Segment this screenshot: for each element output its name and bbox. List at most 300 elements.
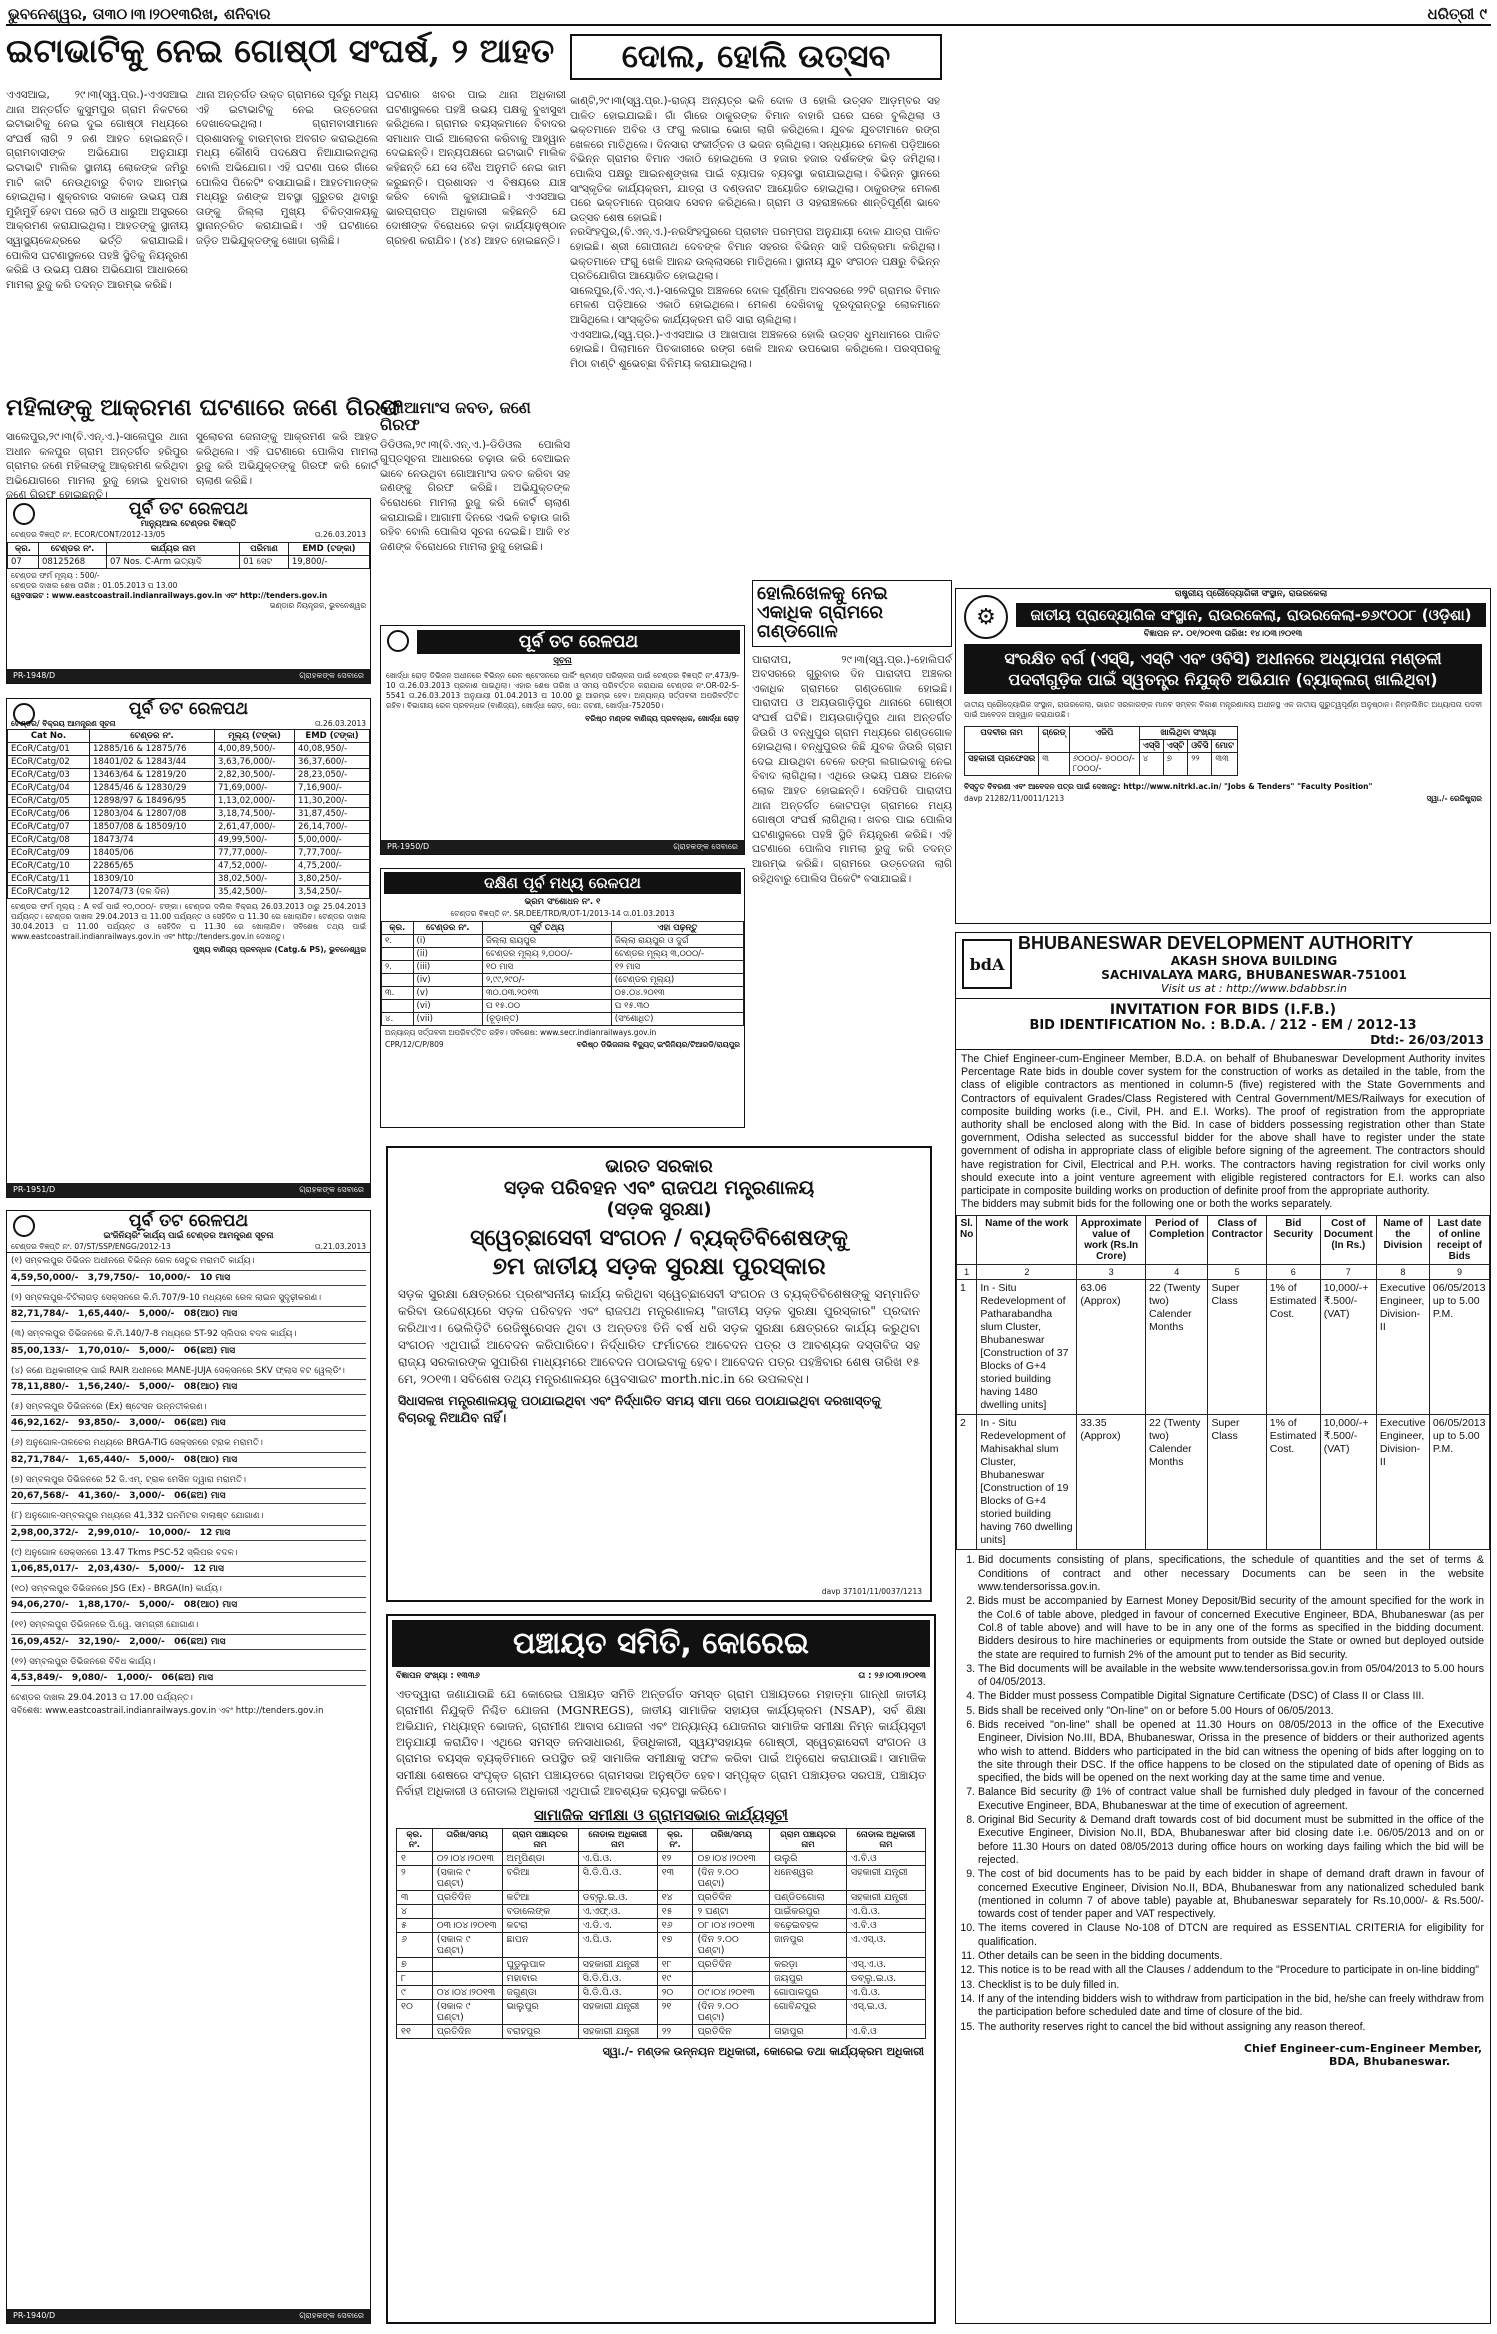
cell: 1,13,02,000/- (215, 794, 295, 807)
cell: (v) (413, 986, 482, 999)
cell: 49,99,500/- (215, 833, 295, 846)
table-row (397, 1957, 926, 1971)
cell: ଏସ୍.ଇ.ଓ. (846, 1999, 925, 2024)
cell: 5,00,000/- (295, 833, 370, 846)
cell: 2 (957, 1415, 977, 1550)
cell: ୬ (397, 1932, 433, 1957)
cell: 22865/65 (89, 859, 214, 872)
panchayat-subtitle: ସାମାଜିକ ସମୀକ୍ଷା ଓ ଗ୍ରାମସଭାର କାର୍ଯ୍ୟସୂଚୀ (533, 1805, 789, 1824)
ecor-work-line: 2,98,00,372/- 2,99,010/- 10,000/- 12 ମାସ (11, 1525, 366, 1541)
cell: (vii) (413, 1012, 482, 1025)
story-holi-clash (752, 580, 956, 1130)
col-header: Approximate value of work (Rs.In Crore) (1077, 1216, 1146, 1265)
col-number: 4 (1146, 1265, 1208, 1280)
cell: 19,800/- (288, 556, 369, 569)
cell: ଘ ୧୫.୩୦ (611, 999, 743, 1012)
col-header: ଓବିସି (1188, 740, 1212, 753)
cell: (ସଂଶୋଧିତ) (611, 1012, 743, 1025)
cell: ECoR/Catg/08 (8, 833, 90, 846)
ecor-line: ୱେବସାଇଟ : www.eastcoastrail.indianrailways.gov.in ଏବଂ http://tenders.gov.in (11, 591, 328, 601)
cell: 77,77,000/- (215, 846, 295, 859)
table-row (382, 934, 744, 947)
ecor-code: PR-1950/D (387, 842, 430, 851)
cell: ୩ (397, 1890, 433, 1904)
cell: 12074/73 (ଦଳ ଦିନ) (89, 885, 214, 898)
cell: ଏସ୍.ଏ.ଓ. (846, 1957, 925, 1971)
bda-note: 6. Bids received "on-line" shall be opened at 11.30 Hours on 08/05/2013 in the office of the Executive Engineer, Division No.III, BDA, Bhubaneswar, Orissa in the presence of bidders or their authorized agents who wish to attend. Bidders who participated in the bid can witness the opening of bids after logging on to the site through their DSC. If the office happens to be closed on the stipulated date of opening of Bids as specified, the bids will be opened on the next working day at the same time and venue. (978, 1719, 1484, 1785)
cell: ଜିଲ୍ଲା ରାୟପୁର (482, 934, 611, 947)
ecor-manual-table (7, 542, 370, 569)
bda-works-table (956, 1215, 1490, 1550)
cell: 18309/10 (89, 872, 214, 885)
ecor-work-line: 4,59,50,000/- 3,79,750/- 10,000/- 10 ମାସ (11, 1270, 366, 1286)
cell: (iv) (413, 973, 482, 986)
table-row (965, 753, 1238, 776)
cell: (ଦିନ ୨.୦୦ ଘଣ୍ଟା) (693, 1932, 770, 1957)
bda-date: Dtd:- 26/03/2013 (1370, 1033, 1484, 1047)
ecor-work-line: ଟେଣ୍ଡର ଦାଖଲ 29.04.2013 ଘ 17.00 ପର୍ଯ୍ୟନ୍ତ। (11, 1693, 193, 1704)
cell: ୨୧ (657, 1999, 693, 2024)
cell: ଟେଣ୍ଡର ମୂଲ୍ୟ ୨,୦୦୦/- (482, 947, 611, 960)
cell: Super Class (1208, 1280, 1266, 1415)
nitr-code: davp 21282/11/0011/1213 (964, 794, 1065, 803)
cell: ୩ (1039, 753, 1070, 776)
col-number-row (957, 1265, 1490, 1280)
cell: (ଟେଣ୍ଡର ମୂଲ୍ୟ) (611, 973, 743, 986)
ecor-date: ତା.26.03.2013 (314, 718, 366, 728)
cell: ୨ ଘଣ୍ଟା (693, 1904, 770, 1918)
cell: ECoR/Catg/10 (8, 859, 90, 872)
col-header: ନୋଡାଲ ଅଧିକାରୀ ନାମ (578, 1828, 657, 1851)
cell (432, 1904, 502, 1918)
ecor-work-line: (୧୦) ସମ୍ବଲପୁର ଡିଭିଜନରେ JSG (Ex) - BRGA(In) କାର୍ଯ୍ୟ। (11, 1584, 222, 1594)
nitr-ad (955, 588, 1491, 924)
ecor-line: ଟେଣ୍ଡର ଦାଖଲ ଶେଷ ତାରିଖ : 01.05.2013 ଘ 13.00 (11, 581, 178, 591)
cell: ସହକାରୀ ଯନ୍ତ୍ରୀ (578, 1999, 657, 2024)
cell: ଧନେଶ୍ୱର (770, 1865, 847, 1890)
cell: ପ୍ରତିଦିନ (693, 1890, 770, 1904)
col-header: Bid Security (1266, 1216, 1320, 1265)
cell: 06/05/2013 up to 5.00 P.M. (1429, 1415, 1489, 1550)
cell: 18405/06 (89, 846, 214, 859)
bda-org: BHUBANESWAR DEVELOPMENT AUTHORITY (1018, 933, 1414, 953)
bda-note: 1. Bid documents consisting of plans, specifications, the schedule of quantities and the set of terms & Conditions of contract and other necessary Documents can be seen in the website www.tendersorissa.gov.in. (978, 1554, 1484, 1594)
col-number: 9 (1429, 1265, 1489, 1280)
col-header: Cat No. (8, 729, 90, 742)
cell: 12845/46 & 12830/29 (89, 781, 214, 794)
cell: ଟେଣ୍ଡର ମୂଲ୍ୟ ୩,୦୦୦/- (611, 947, 743, 960)
ecor-date: ତା.21.03.2013 (314, 1242, 366, 1252)
cell: ବରିଆ (502, 1865, 578, 1890)
cell: ୧୨ ମାସ (611, 960, 743, 973)
nitr-banner: ସଂରକ୍ଷିତ ବର୍ଗ (ଏସ୍‌ସି, ଏସ୍‌ଟି ଏବଂ ଓବିସି) ଅଧୀନରେ ଅଧ୍ୟାପନା ମଣ୍ଡଳୀ ପଦବୀଗୁଡ଼ିକ ପାଇଁ ସ୍ୱତନ୍ତ୍ର ନିଯୁକ୍ତି ଅଭିଯାନ (ବ୍ୟାକ୍‌ଲଗ୍ ଖାଲିଥିବା) (964, 644, 1482, 694)
ecor-logo-icon (13, 1215, 35, 1237)
morth-line5: ୭ମ ଜାତୀୟ ସଡ଼କ ସୁରକ୍ଷା ପୁରସ୍କାର (492, 1251, 826, 1280)
cell: ୨୨ (657, 2024, 693, 2038)
morth-line1: ଭାରତ ସରକାର (605, 1156, 713, 1177)
bda-addr2: SACHIVALAYA MARG, BHUBANESWAR-751001 (1101, 968, 1407, 982)
cell: 3,80,250/- (295, 872, 370, 885)
bda-note: 11. Other details can be seen in the bidding documents. (978, 1950, 1484, 1963)
bda-note: 2. Bids must be accompanied by Earnest Money Deposit/Bid security of the amount specified for the work in the Col.6 of table above, pledged in favour of concerned Executive Engineer, BDA, Bhubaneswar (as per Col.8 of table above) and will have to be in any one of the forms as specified in the bidding document. Bidders desirous to hire machineries or equipments from outside the State or owned but deployed outside the state are required to furnish 2% of the amount put to tender as Bid security. (978, 1595, 1484, 1661)
cell: ୧୫ (657, 1904, 693, 1918)
col-number: 1 (957, 1265, 977, 1280)
cell: ଏ.ପି.ଓ. (578, 1932, 657, 1957)
cell: 71,69,000/- (215, 781, 295, 794)
cell: ସହକାରୀ ଯନ୍ତ୍ରୀ (846, 1865, 925, 1890)
ecor-work-line: 78,11,880/- 1,56,240/- 5,000/- 08(ଆଠ) ମାସ (11, 1379, 366, 1395)
col-header: Cost of Document (In Rs.) (1320, 1216, 1376, 1265)
cell: ମହାବାର (502, 1971, 578, 1985)
story-dol-holi-cont (950, 34, 1200, 584)
cell (382, 973, 414, 986)
cell: ୪. (382, 1012, 414, 1025)
cell: 18401/02 & 12843/44 (89, 755, 214, 768)
table-row (397, 1999, 926, 2024)
col-header: କ୍ର. ନଂ. (397, 1828, 433, 1851)
cell: ୨୨ (1188, 753, 1212, 776)
bda-note: 5. Bids shall be received only "On-line" on or before 5.00 Hours of 06/05/2013. (978, 1705, 1484, 1718)
cell: (i) (413, 934, 482, 947)
table-row (382, 1012, 744, 1025)
bda-intro: The Chief Engineer-cum-Engineer Member, B.D.A. on behalf of Bhubaneswar Development Authority invites Percentage Rate bids in double cover system for the construction of works as detailed in the table, from the class of eligible contractors as mentioned in column-5 (five) registered with the State Governments and Contractors of equivalent Grades/Class Registered with Central Government/MES/Railways for execution of composite building works (i.e., Civil, PH. and E.I. Works). The proof of registration from the appropriate authority shall be enclosed along with the Bid. In case of bidders possessing registration other than State government, Odisha selected as successful bidder for the above shall have to register under the state government of odisha in appropriate class of eligible before signing of the agreement. The contractors should have registration for Civil, Electrical and P.H. works. The contractors having registration for civil works only should execute into a joint venture agreement with eligible registered contractors for E.I. works can also participate in composite building works on production of definite proof from the appropriate authority. The bidders may submit bids for the following one or both the works separately. (961, 1053, 1485, 1211)
col-header: Class of Contractor (1208, 1216, 1266, 1265)
cell: 01 ସେଟ (240, 556, 289, 569)
col-header: ମୂଲ୍ୟ (ଟଙ୍କା) (215, 729, 295, 742)
table-row (382, 960, 744, 973)
masthead (6, 4, 1491, 26)
col-header: ଗ୍ରାମ ପଞ୍ଚାୟତର ନାମ (770, 1828, 847, 1851)
cell: ଉଲୁରି (770, 1851, 847, 1865)
col-header: କ୍ର. (382, 921, 414, 934)
col-header: EMD (ଟଙ୍କା) (288, 543, 369, 556)
panchayat-ad (386, 1614, 936, 2324)
table-row (8, 556, 370, 569)
cell: 22 (Twenty two) Calender Months (1146, 1280, 1208, 1415)
cell: 36,37,600/- (295, 755, 370, 768)
cell: କଟରା (502, 1918, 578, 1932)
story-dol-holi-body: କାଣ୍ଟି,୨୯।୩(ସ୍ୱ.ପ୍ର.)-ରାଜ୍ୟ ଅନ୍ୟତ୍ର ଭଳି ଦୋଳ ଓ ହୋଲି ଉତ୍ସବ ଆଡ଼ମ୍ବର ସହ ପାଳିତ ହୋଇଯାଇଛି। ଗାଁ ଗାଁରେ ଠାକୁରଙ୍କ ବିମାନ ବାହାରି ଘରେ ଘରେ ବୁଲିଥିଲା ଓ ଭକ୍ତମାନେ ଅବିର ଓ ଫଗୁ ଲଗାଇ ଭୋଗ ଲାଗି କରିଥିଲେ। ଯୁବକ ଯୁବତୀମାନେ ରଙ୍ଗ ଖେଳରେ ମାତିଥିଲେ। ଦିନସାରା ସଂକୀର୍ତ୍ତନ ଓ ଭଜନ ଚାଲିଥିଲା। ସନ୍ଧ୍ୟାରେ ମେଳଣ ପଡ଼ିଆରେ ବିଭିନ୍ନ ଗ୍ରାମର ବିମାନ ଏକାଠି ହୋଇଥିଲେ ଓ ହଜାର ହଜାର ଦର୍ଶକଙ୍କ ଭିଡ଼ ଜମିଥିଲା। ପୋଲିସ ପକ୍ଷରୁ ଆଇନଶୃଙ୍ଖଳା ପାଇଁ ବ୍ୟାପକ ବ୍ୟବସ୍ଥା କରାଯାଇଥିଲା। ବିଭିନ୍ନ ସ୍ଥାନରେ ସାଂସ୍କୃତିକ କାର୍ଯ୍ୟକ୍ରମ, ଯାତ୍ରା ଓ ଦଣ୍ଡନାଟ ଆୟୋଜିତ ହୋଇଥିଲା। ଠାକୁରଙ୍କ ମେଳଣ ପରେ ଭକ୍ତମାନେ ପ୍ରସାଦ ସେବନ କରିଥିଲେ। ଗ୍ରାମ ଓ ସହରାଞ୍ଚଳରେ ଶାନ୍ତିପୂର୍ଣ୍ଣ ଭାବେ ଉତ୍ସବ ଶେଷ ହୋଇଛି। ନରସିଂହପୁର,(ବି.ଏନ୍.ଏ.)-ନରସିଂହପୁରରେ ପ୍ରାଚୀନ ପରମ୍ପରା ଅନୁଯାୟୀ ଦୋଳ ଯାତ୍ରା ପାଳିତ ହୋଇଛି। ଶ୍ରୀ ଗୋପୀନାଥ ଦେବଙ୍କ ବିମାନ ସହରର ବିଭିନ୍ନ ସାହି ପରିକ୍ରମା କରିଥିଲା। ଭକ୍ତମାନେ ଫଗୁ ଖେଳି ଆନନ୍ଦ ଉଲ୍ଲାସରେ ମାତିଥିଲେ। ସ୍ଥାନୀୟ ଯୁବ ସଂଗଠନ ପକ୍ଷରୁ ବିଭିନ୍ନ ପ୍ରତିଯୋଗିତା ଆୟୋଜିତ ହୋଇଥିଲା। ସାଲେପୁର,(ବି.ଏନ୍.ଏ.)-ସାଲେପୁର ଅଞ୍ଚଳରେ ଦୋଳ ପୂର୍ଣ୍ଣିମା ଅବସରରେ ୨୨ଟି ଗ୍ରାମର ବିମାନ ମେଳଣ ପଡ଼ିଆରେ ଏକାଠି ହୋଇଥିଲେ। ମେଳଣ ଦେଖିବାକୁ ଦୂରଦୂରାନ୍ତରୁ ଲୋକମାନେ ଆସିଥିଲେ। ସାଂସ୍କୃତିକ କାର୍ଯ୍ୟକ୍ରମ ରାତି ସାରା ଚାଲିଥିଲା। ଏଏସଆଇ,(ସ୍ୱ.ପ୍ର.)-ଏଏସଆଇ ଓ ଆଖପାଖ ଅଞ୍ଚଳରେ ହୋଲି ଉତ୍ସବ ଧୁମଧାମରେ ପାଳିତ ହୋଇଛି। ପିଲାମାନେ ପିଚକାରୀରେ ରଙ୍ଗ ଖେଳି ଆନନ୍ଦ ଉପଭୋଗ କରିଥିଲେ। ପରସ୍ପରକୁ ମିଠା ବାଣ୍ଟି ଶୁଭେଚ୍ଛା ବିନିମୟ କରାଯାଇଥିଲା। (570, 95, 940, 370)
cell (382, 999, 414, 1012)
col-number: 6 (1266, 1265, 1320, 1280)
ecor-work-line: 94,06,270/- 1,88,170/- 5,000/- 08(ଆଠ) ମାସ (11, 1597, 366, 1613)
panchayat-ref: ବିଜ୍ଞାପନ ସଂଖ୍ୟା : ୧୩୩୬ (396, 1671, 480, 1681)
cell: ଜୟପୁର (770, 1971, 847, 1985)
cell: ୨,୯୯,୨୯୦/- (482, 973, 611, 986)
cell: ୧ (397, 1851, 433, 1865)
cell: ECoR/Catg/05 (8, 794, 90, 807)
story-brick-kiln-col1: ଏଏସଆଇ, ୨୯।୩(ସ୍ୱ.ପ୍ର.)-ଏଏସଆଇ ଥାନା ଅନ୍ତର୍ଗତ କୁସୁମପୁର ଗ୍ରାମ ନିକଟରେ ଇଟାଭାଟିକୁ ନେଇ ଦୁଇ ଗୋଷ୍ଠୀ ମଧ୍ୟରେ ସଂଘର୍ଷ ଲାଗି ୨ ଜଣ ଆହତ ହୋଇଛନ୍ତି। ଗ୍ରାମବାସୀଙ୍କ ଅଭିଯୋଗ ଅନୁଯାୟୀ ଇଟାଭାଟି ମାଲିକ ସ୍ଥାନୀୟ ଲୋକଙ୍କ ଜମିରୁ ମାଟି କାଟି ନେଉଥିବାରୁ ବିବାଦ ଆରମ୍ଭ ହୋଇଥିଲା। ଶୁକ୍ରବାର ସକାଳେ ଉଭୟ ପକ୍ଷ ମୁହାଁମୁହିଁ ହେବା ପରେ ଲାଠି ଓ ଧାରୁଆ ଅସ୍ତ୍ରରେ ଆକ୍ରମଣ କରାଯାଇଥିଲା। ଆହତଙ୍କୁ ସ୍ଥାନୀୟ ସ୍ୱାସ୍ଥ୍ୟକେନ୍ଦ୍ରରେ ଭର୍ତ୍ତି କରାଯାଇଛି। ପୋଲିସ ଘଟଣାସ୍ଥଳରେ ପହଞ୍ଚି ସ୍ଥିତିକୁ ନିୟନ୍ତ୍ରଣ କରିଛି ଓ ଉଭୟ ପକ୍ଷର ଅଭିଯୋଗ ଆଧାରରେ ମାମଲା ରୁଜୁ କରି ତଦନ୍ତ ଆରମ୍ଭ କରିଛି। (6, 89, 192, 291)
cell: 3,54,250/- (295, 885, 370, 898)
cell: (ଦିନ ୨.୦୦ ଘଣ୍ଟା) (693, 1999, 770, 2024)
headline-woman-attack: ମହିଳାଙ୍କୁ ଆକ୍ରମଣ ଘଟଣାରେ ଜଣେ ଗିରଫ (6, 394, 403, 421)
secr-ad-corrigendum (380, 868, 745, 1128)
cell (382, 947, 414, 960)
panchayat-title: ପଞ୍ଚାୟତ ସମିତି, କୋରେଇ (392, 1620, 930, 1667)
cell: 08125268 (38, 556, 106, 569)
cell: 47,52,000/- (215, 859, 295, 872)
col-header: ପରିମାଣ (240, 543, 289, 556)
cell: ଏ.ବି.ଓ (846, 1851, 925, 1865)
table-row (8, 833, 370, 846)
col-header: ଏସ୍‌ସି (1139, 740, 1163, 753)
cell: 31,87,450/- (295, 807, 370, 820)
table-row (8, 846, 370, 859)
ecor-work-list (7, 1253, 370, 1719)
cell: ୪ (397, 1904, 433, 1918)
nitr-footer: ବିସ୍ତୃତ ବିବରଣୀ ଏବଂ ଆବେଦନ ପତ୍ର ପାଇଁ ଦେଖନ୍ତୁ: http://www.nitrkl.ac.in/ "Jobs & Tenders" "Faculty Position" (964, 782, 1373, 791)
cell: 12803/04 & 12807/08 (89, 807, 214, 820)
ecor-work-line: (୭) ସମ୍ବଲପୁର ଡିଭିଜନରେ 52 ଜି.ଏମ୍. ଟ୍ରାକ ମେସିନ ଦ୍ୱାରା ମରାମତି। (11, 1474, 247, 1485)
cell: ୫ (397, 1918, 433, 1932)
bda-note: 7. Balance Bid security @ 1% of contract value shall be furnished duly pledged in favour of the concerned Executive Engineer, BDA, Bhubaneswar at the time of execution of agreement. (978, 1786, 1484, 1813)
ecor-work-line: 20,67,568/- 41,360/- 3,000/- 06(ଛଅ) ମାସ (11, 1488, 366, 1504)
col-header: ପଦବୀର ନାମ (965, 727, 1039, 753)
cell: ୧୦ (397, 1999, 433, 2024)
table-row (8, 768, 370, 781)
cell: ୦୩।୦୪।୨୦୧୩ (432, 1918, 502, 1932)
cell: ୦୯।୦୪।୨୦୧୩ (693, 1985, 770, 1999)
morth-line2: ସଡ଼କ ପରିବହନ ଏବଂ ରାଜପଥ ମନ୍ତ୍ରଣାଳୟ (503, 1177, 815, 1199)
cell: ପାଇଁକରପୁର (770, 1904, 847, 1918)
cell: କଟିଆ (502, 1890, 578, 1904)
cell: 7,16,900/- (295, 781, 370, 794)
morth-line4: ସ୍ୱେଚ୍ଛାସେବୀ ସଂଗଠନ / ବ୍ୟକ୍ତିବିଶେଷଙ୍କୁ (470, 1226, 848, 1251)
cell: ୩. (382, 986, 414, 999)
cell (432, 1957, 502, 1971)
bda-note: 14. If any of the intending bidders wish to withdraw from participation in the bid, he/she can freely withdraw from the participation before scheduled date and time of closure of the bid. (978, 1993, 1484, 2020)
table-row (397, 1851, 926, 1865)
cell: ECoR/Catg/12 (8, 885, 90, 898)
ecor-work-line: (୬) ଅନୁଗୋଳ-ତାଳଚେର ମଧ୍ୟରେ BRGA-TIG ସେକ୍ସନରେ ଟ୍ରାକ ମରାମତି। (11, 1438, 263, 1449)
table-row (397, 1985, 926, 1999)
cell: ECoR/Catg/06 (8, 807, 90, 820)
secr-subtitle: ଭ୍ରମ ସଂଶୋଧନ ନଂ. ୧ (524, 897, 601, 907)
ecor-line: ଭଣ୍ଡାର ନିୟନ୍ତ୍ରକ, ଭୁବନେଶ୍ୱର (269, 601, 366, 611)
nitr-logo-icon: ⚙ (964, 595, 1008, 639)
col-header: ପୂର୍ବ ତଥ୍ୟ (482, 921, 611, 934)
cell: ଏ.ପି.ଓ. (578, 1851, 657, 1865)
cell: ୭ (1163, 753, 1187, 776)
col-header: Sl. No (957, 1216, 977, 1265)
cell: 4,00,89,500/- (215, 742, 295, 755)
ecor-ad-catering-tender (6, 698, 371, 1198)
col-header: ଏଜିପି (1069, 727, 1139, 753)
cell: 11,30,200/- (295, 794, 370, 807)
cell: Executive Engineer, Division- II (1376, 1280, 1429, 1415)
col-number: 3 (1077, 1265, 1146, 1280)
cell: ୧. (382, 934, 414, 947)
cell: ବଢ଼େଇବହଳ (770, 1918, 847, 1932)
col-header: ନୋଡାଲ ଅଧିକାରୀ ନାମ (846, 1828, 925, 1851)
cell: ଗୋବିନ୍ଦପୁର (770, 1999, 847, 2024)
table-row (382, 947, 744, 960)
cell: ବଡାଲେଙ୍କ (502, 1904, 578, 1918)
cell (693, 1971, 770, 1985)
cell: ୧୩ (657, 1865, 693, 1890)
ecor-code: PR-1951/D (13, 1185, 56, 1194)
ecor-ref: ଟେଣ୍ଡର ବିଜ୍ଞପ୍ତି ନଂ. ECOR/CONT/2012-13/05 (11, 530, 166, 540)
col-header: ଟେଣ୍ଡର ନଂ. (89, 729, 214, 742)
ecor-subtitle: ମାନ୍ୟୁଆଲ ଟେଣ୍ଡର ବିଜ୍ଞପ୍ତି (140, 518, 237, 529)
cell: 7,77,700/- (295, 846, 370, 859)
cell: ECoR/Catg/02 (8, 755, 90, 768)
table-row (397, 1890, 926, 1904)
cell: ଏ.ପି.ଓ. (846, 1985, 925, 1999)
cell: ପ୍ରତିଦିନ (693, 1957, 770, 1971)
cell: ୦୨।୦୪।୨୦୧୩ (432, 1851, 502, 1865)
nitr-sign: ସ୍ୱା./- ରେଜିଷ୍ଟ୍ରାର (1426, 794, 1482, 803)
ecor-work-line: 46,92,162/- 93,850/- 3,000/- 06(ଛଅ) ମାସ (11, 1415, 366, 1431)
table-row (397, 2024, 926, 2038)
cell: 22 (Twenty two) Calender Months (1146, 1415, 1208, 1550)
masthead-page: ଧରିତ୍ରୀ ୯ (1427, 5, 1487, 23)
cell: ୦୮।୦୪।୨୦୧୩ (693, 1918, 770, 1932)
ecor-work-line: 82,71,784/- 1,65,440/- 5,000/- 08(ଆଠ) ମାସ (11, 1452, 366, 1468)
cell: ୧୯ (657, 1971, 693, 1985)
bda-ad (955, 932, 1491, 2324)
cell: 10,000/-+ ₹.500/- (VAT) (1320, 1280, 1376, 1415)
cell: 3,63,76,000/- (215, 755, 295, 768)
cell: 07 Nos. C-Arm ଇତ୍ୟାଦି (107, 556, 240, 569)
story-holi-clash-body: ପାରାଦୀପ, ୨୯।୩(ସ୍ୱ.ପ୍ର.)-ହୋଲିପର୍ବ ଅବସରରେ ଗୁରୁବାର ଦିନ ପାରାଦୀପ ଅଞ୍ଚଳର ଏକାଧିକ ଗ୍ରାମରେ ଗଣ୍ଡଗୋଳ ହୋଇଛି। ପାରାଦୀପ ଓ ଅୟଉଗାଡ଼ିପୁର ଥାନାରେ ଗୋଷ୍ଠୀ ସଂଘର୍ଷ ଘଟିଛି। ଅୟଉଗାଡ଼ିପୁର ଥାନା ଅନ୍ତର୍ଗତ ଜିଉରି ଓ ବନ୍ଧୁପୁର ଗ୍ରାମ ମଧ୍ୟରେ ଗଣ୍ଡଗୋଳ ହୋଇଥିଲା। ବନ୍ଧୁପୁରର କିଛି ଯୁବକ ଜିଉରି ଗ୍ରାମ ଦେଇ ଯାଉଥିବା ବେଳେ ରଙ୍ଗ ଲଗାଇବାକୁ ନେଇ ବିବାଦ ଲାଗିଥିଲା। ଏଥିରେ ଉଭୟ ପକ୍ଷର ଅନେକ ଲୋକ ଆହତ ହୋଇଛନ୍ତି। ସେହିପରି ପାରାଦୀପ ଥାନା ଅନ୍ତର୍ଗତ କୋଟପଡ଼ା ଗ୍ରାମରେ ମଧ୍ୟ ଗୋଷ୍ଠୀ ସଂଘର୍ଷ ଲାଗିଥିଲା। ଖବର ପାଇ ପୋଲିସ ଘଟଣାସ୍ଥଳରେ ପହଞ୍ଚି ସ୍ଥିତି ନିୟନ୍ତ୍ରଣ କରିଛି। ଏହି ଘଟଣାରେ ପୋଲିସ ମାମଲା ରୁଜୁ କରି ତଦନ୍ତ ଆରମ୍ଭ କରିଛି। ଗ୍ରାମରେ ଉତ୍ତେଜନା ଲାଗି ରହିଥିବାରୁ ପୋଲିସ ପିକେଟିଂ ବସାଯାଇଛି। (752, 653, 956, 885)
ecor-subtitle: ସୂଚନା (553, 656, 572, 666)
ecor-code: PR-1940/D (13, 2311, 56, 2320)
panchayat-schedule-table (396, 1828, 926, 2039)
headline-holi-clash: ହୋଲିଖେଳକୁ ନେଇ ଏକାଧିକ ଗ୍ରାମରେ ଗଣ୍ଡଗୋଳ (752, 580, 952, 647)
cell: ୭ (397, 1957, 433, 1971)
nitr-ref: ବିଜ୍ଞାପନ ନଂ. ୦୧/୨୦୧୩ ତାରିଖ: ୧୪।୦୩।୨୦୧୩ (1143, 628, 1303, 639)
cell: ସି.ଡି.ପି.ଓ. (578, 1971, 657, 1985)
cell: 1% of Estimated Cost. (1266, 1415, 1320, 1550)
secr-ref: ଟେଣ୍ଡର ବିଜ୍ଞପ୍ତି ନଂ. SR.DEE/TRD/R/OT-1/2013-14 ତା.01.03.2013 (450, 908, 675, 918)
cell: (ii) (413, 947, 482, 960)
table-row (397, 1918, 926, 1932)
panchayat-text: ଏତଦ୍ୱାରା ଜଣାଯାଉଛି ଯେ କୋରେଇ ପଞ୍ଚାୟତ ସମିତି ଅନ୍ତର୍ଗତ ସମସ୍ତ ଗ୍ରାମ ପଞ୍ଚାୟତରେ ମହାତ୍ମା ଗାନ୍ଧୀ ଜାତୀୟ ଗ୍ରାମୀଣ ନିଯୁକ୍ତି ନିଶ୍ଚିତ ଯୋଜନା (MGNREGS), ଜାତୀୟ ସାମାଜିକ ସହାୟତା କାର୍ଯ୍ୟକ୍ରମ (NSAP), ସର୍ବ ଶିକ୍ଷା ଅଭିଯାନ, ମଧ୍ୟାହ୍ନ ଭୋଜନ, ଗ୍ରାମୀଣ ଆବାସ ଯୋଜନା ଏବଂ ଅନ୍ୟାନ୍ୟ ଯୋଜନାର ସାମାଜିକ ସମୀକ୍ଷା ନିମ୍ନ କାର୍ଯ୍ୟସୂଚୀ ଅନୁଯାୟୀ କରାଯିବ। ଏଥିରେ ସମସ୍ତ ଜନସାଧାରଣ, ହିତାଧିକାରୀ, ସ୍ୱୟଂସହାୟକ ଗୋଷ୍ଠୀ, ସ୍ୱେଚ୍ଛାସେବୀ ସଂଗଠନ ଓ ଗ୍ରାମର ବୟସ୍କ ବ୍ୟକ୍ତିମାନେ ଉପସ୍ଥିତ ରହି ସାମାଜିକ ସମୀକ୍ଷାକୁ ସଫଳ କରିବା ପାଇଁ ଅନୁରୋଧ କରାଯାଉଛି। ସାମାଜିକ ସମୀକ୍ଷା ଶେଷରେ ସଂପୃକ୍ତ ଗ୍ରାମ ପଞ୍ଚାୟତରେ ଗ୍ରାମସଭା ଅନୁଷ୍ଠିତ ହେବ। ସମ୍ପୃକ୍ତ ଗ୍ରାମ ପଞ୍ଚାୟତର ସରପଞ୍ଚ, ପଞ୍ଚାୟତ ନିର୍ବାହୀ ଅଧିକାରୀ ଓ ନୋଡାଲ ଅଧିକାରୀ ଏଥିପାଇଁ ଆବଶ୍ୟକ ବ୍ୟବସ୍ଥା କରିବେ। (396, 1686, 926, 1798)
cell: 06/05/2013 up to 5.00 P.M. (1429, 1280, 1489, 1415)
ecor-work-line: 16,09,452/- 32,190/- 2,000/- 06(ଛଅ) ମାସ (11, 1634, 366, 1650)
nitr-table (964, 726, 1238, 776)
cell: ୩୩ (1212, 753, 1237, 776)
table-row (382, 986, 744, 999)
bda-note: 9. The cost of bid documents has to be paid by each bidder in shape of demand draft drawn in favour of concerned Executive Engineer, Division No.II, BDA, Bhubaneswar from any nationalized scheduled bank (mentioned in column 7 of above table) payable at, Bhubaneswar separately for Rs.10,000/- & Rs.500/- towards cost of tender paper and VAT respectively. (978, 1868, 1484, 1921)
cell: ଡବ୍ଲୁ.ଇ.ଓ. (846, 1971, 925, 1985)
cell: ସି.ଡି.ପି.ଓ. (578, 1865, 657, 1890)
ecor-work-line: (୧୨) ସମ୍ବଲପୁର ଡିଭିଜନରେ ବିବିଧ କାର୍ଯ୍ୟ। (11, 1656, 156, 1667)
cell: ୦୪।୦୪।୨୦୧୩ (432, 1985, 502, 1999)
cell: ୧୬ (657, 1918, 693, 1932)
story-brick-kiln-col2: ଥାନା ଅନ୍ତର୍ଗତ ଉକ୍ତ ଗ୍ରାମରେ ପୂର୍ବରୁ ମଧ୍ୟ ଏହି ଇଟାଭାଟିକୁ ନେଇ ଉତ୍ତେଜନା ଦେଖାଦେଇଥିଲା। ଗ୍ରାମବାସୀମାନେ ପ୍ରଶାସନକୁ ବାରମ୍ବାର ଅବଗତ କରାଇଥିଲେ ମଧ୍ୟ କୌଣସି ପଦକ୍ଷେପ ନିଆଯାଇନଥିଲା ବୋଲି ଅଭିଯୋଗ। ଏହି ଘଟଣା ପରେ ଗାଁରେ ପୋଲିସ ପିକେଟିଂ ବସାଯାଇଛି। ଆହତମାନଙ୍କ ମଧ୍ୟରୁ ଜଣଙ୍କ ଅବସ୍ଥା ଗୁରୁତର ଥିବାରୁ ତାଙ୍କୁ ଜିଲ୍ଲା ମୁଖ୍ୟ ଚିକିତ୍ସାଳୟକୁ ସ୍ଥାନାନ୍ତରିତ କରାଯାଇଛି। ଏହି ଘଟଣାରେ ଜଡ଼ିତ ଅଭିଯୁକ୍ତଙ୍କୁ ଖୋଜା ଚାଲିଛି। (196, 89, 382, 247)
cell: ୦୫.୦୪.୨୦୧୩ (611, 986, 743, 999)
cell: ୦୭।୦୪।୨୦୧୩ (693, 1851, 770, 1865)
bda-website-link[interactable]: Visit us at : http://www.bdabbsr.in (1160, 982, 1348, 995)
cell: ଏ.ଡି.ଏ. (578, 1918, 657, 1932)
cell: 10,000/-+ ₹.500/- (VAT) (1320, 1415, 1376, 1550)
ecor-logo-icon (387, 630, 409, 652)
cell: ECoR/Catg/03 (8, 768, 90, 781)
cell: Super Class (1208, 1415, 1266, 1550)
cell: 13463/64 & 12819/20 (89, 768, 214, 781)
bda-sign-2: BDA, Bhubaneswar. (1328, 2054, 1450, 2068)
table-row (957, 1415, 1490, 1550)
col-number: 5 (1208, 1265, 1266, 1280)
ecor-work-line: (୮) ଅନୁଗୋଳ-ସମ୍ବଲପୁର ମଧ୍ୟରେ 41,332 ଘନମିଟର ବାଲାଷ୍ଟ ଯୋଗାଣ। (11, 1511, 264, 1522)
cell: 63.06 (Approx) (1077, 1280, 1146, 1415)
cell: ୧୧ (397, 2024, 433, 2038)
cell: ECoR/Catg/07 (8, 820, 90, 833)
table-row (397, 1932, 926, 1957)
secr-title: ଦକ୍ଷିଣ ପୂର୍ବ ମଧ୍ୟ ରେଳପଥ (384, 872, 741, 894)
ecor-ad-manual-tender (6, 498, 371, 684)
cell: 38,02,500/- (215, 872, 295, 885)
cell: ECoR/Catg/04 (8, 781, 90, 794)
table-row (382, 999, 744, 1012)
col-header: ଏସ୍‌ଟି (1163, 740, 1187, 753)
cell: In - Situ Redevelopment of Patharabandha slum Cluster, Bhubaneswar [Construction of 37 Blocks of G+4 storied building having 1480 dwelling units] (977, 1280, 1077, 1415)
bda-note: 15. The authority reserves right to cancel the bid without assigning any reason thereof. (978, 2021, 1484, 2034)
col-header: Name of the work (977, 1216, 1077, 1265)
cell: ବରାହପୁର (502, 2024, 578, 2038)
cell: ଏ.ପି.ଓ. (846, 1904, 925, 1918)
table-row (397, 1865, 926, 1890)
cell: କରଡ଼ା (770, 1957, 847, 1971)
col-header: କ୍ର. ନଂ. (657, 1828, 693, 1851)
nitr-intro: ଜାତୀୟ ପ୍ରୌଦ୍ୟୋଗିକ ସଂସ୍ଥାନ, ରାଉରକେଲା, ଭାରତ ସରକାରଙ୍କ ମାନବ ସମ୍ବଳ ବିକାଶ ମନ୍ତ୍ରଣାଳୟ ଅଧୀନସ୍ଥ ଏକ ଜାତୀୟ ଗୁରୁତ୍ୱପୂର୍ଣ୍ଣ ଅନୁଷ୍ଠାନ। ନିମ୍ନଲିଖିତ ଅଧ୍ୟାପନା ପଦବୀ ପାଇଁ ଆବେଦନ ଆହ୍ୱାନ କରାଯାଉଛି। (964, 700, 1482, 719)
cell: ଗୋପାଳପୁର (770, 1985, 847, 1999)
panchayat-date: ତା : ୨୬।୦୩।୨୦୧୩ (858, 1671, 926, 1681)
cell: ପ୍ରତିଦିନ (432, 2024, 502, 2038)
table-row (397, 1904, 926, 1918)
ecor-work-line: (୧୧) ସମ୍ବଲପୁର ଡିଭିଜନରେ ପି.ୱେ. ସାମଗ୍ରୀ ଯୋଗାଣ। (11, 1620, 199, 1631)
ecor-work-line: 1,06,85,017/- 2,03,430/- 5,000/- 12 ମାସ (11, 1561, 366, 1577)
table-row (8, 885, 370, 898)
cell: ୯ (397, 1985, 433, 1999)
bda-addr1: AKASH SHOVA BUILDING (1170, 954, 1338, 968)
col-number: 7 (1320, 1265, 1376, 1280)
ecor-logo-icon (13, 703, 35, 725)
table-row (957, 1280, 1490, 1415)
table-row (382, 973, 744, 986)
cell: ECoR/Catg/11 (8, 872, 90, 885)
cell: ସହକାରୀ ଯନ୍ତ୍ରୀ (578, 1957, 657, 1971)
cell: 1 (957, 1280, 977, 1415)
morth-text: ସଡ଼କ ସୁରକ୍ଷା କ୍ଷେତ୍ରରେ ପ୍ରଶଂସନୀୟ କାର୍ଯ୍ୟ କରିଥିବା ସ୍ୱେଚ୍ଛାସେବୀ ସଂଗଠନ ଓ ବ୍ୟକ୍ତିବିଶେଷଙ୍କୁ ସମ୍ମାନିତ କରିବା ଉଦ୍ଦେଶ୍ୟରେ ସଡ଼କ ପରିବହନ ଏବଂ ରାଜପଥ ମନ୍ତ୍ରଣାଳୟ "ଜାତୀୟ ସଡ଼କ ସୁରକ୍ଷା ପୁରସ୍କାର" ପ୍ରଦାନ କରିଥାଏ। ଭେଲିଡ଼ିଟି ରେଜିଷ୍ଟ୍ରେସନ ଥିବା ଓ ଅନ୍ତତଃ ତିନି ବର୍ଷ ଧରି ସଡ଼କ ସୁରକ୍ଷା କ୍ଷେତ୍ରରେ କାର୍ଯ୍ୟ କରୁଥିବା ସଂଗଠନ ଏଥିପାଇଁ ଆବେଦନ କରିପାରିବେ। ନିର୍ଦ୍ଧାରିତ ଫର୍ମାଟରେ ଆବେଦନ ପତ୍ର ଓ ଆବଶ୍ୟକ ଦସ୍ତାବିଜ ସହ ରାଜ୍ୟ ସରକାରଙ୍କ ସୁପାରିଶ ମାଧ୍ୟମରେ ଆବେଦନ ପଠାଇବାକୁ ହେବ। ଆବେଦନ ପତ୍ର ପହଞ୍ଚିବାର ଶେଷ ତାରିଖ ୧୫ ମେ, ୨୦୧୩। ସବିଶେଷ ତଥ୍ୟ ମନ୍ତ୍ରଣାଳୟର ୱେବସାଇଟ morth.nic.in ରେ ଉପଲବ୍ଧ। (398, 1287, 920, 1386)
col-header: କାର୍ଯ୍ୟର ନାମ (107, 543, 240, 556)
morth-bold-note: ସିଧାସଳଖ ମନ୍ତ୍ରଣାଳୟକୁ ପଠାଯାଇଥିବା ଏବଂ ନିର୍ଦ୍ଧାରିତ ସମୟ ସୀମା ପରେ ପଠାଯାଇଥିବା ଦରଖାସ୍ତକୁ ବିଚାରକୁ ନିଆଯିବ ନାହିଁ। (398, 1393, 881, 1425)
table-row (397, 1971, 926, 1985)
cell: 35,42,500/- (215, 885, 295, 898)
bda-logo-icon: bdA (962, 939, 1012, 989)
cell: 07 (8, 556, 39, 569)
cell: ପଣ୍ଡିତଗୋଲା (770, 1890, 847, 1904)
cell: (ସକାଳ ୯ ଘଣ୍ଟା) (432, 1999, 502, 2024)
cell: ୩୦.୦୩.୨୦୧୩ (482, 986, 611, 999)
cell: 18507/08 & 18509/10 (89, 820, 214, 833)
cell: ଛାପନ (502, 1932, 578, 1957)
cell: ୧୭ (657, 1932, 693, 1957)
panchayat-sign: ସ୍ୱା./- ମଣ୍ଡଳ ଉନ୍ନୟନ ଅଧିକାରୀ, କୋରେଇ ତଥା କାର୍ଯ୍ୟକ୍ରମ ଅଧିକାରୀ (602, 2044, 924, 2058)
bda-note: 3. The Bid documents will be available in the website www.tendersorissa.gov.in from 05/04/2013 to 5.00 hours of 04/05/2013. (978, 1663, 1484, 1690)
ecor-work-line: 4,53,849/- 9,080/- 1,000/- 06(ଛଅ) ମାସ (11, 1670, 366, 1686)
col-group-header: ଖାଲିଥିବା ସଂଖ୍ୟା (1139, 727, 1237, 740)
bda-title: INVITATION FOR BIDS (I.F.B.) (1109, 1002, 1337, 1018)
col-header: Name of the Division (1376, 1216, 1429, 1265)
bda-note: 4. The Bidder must possess Compatible Digital Signature Certificate (DSC) of Class II or Class III. (978, 1690, 1484, 1703)
cell: ୨ (397, 1865, 433, 1890)
cell: ୧୮ (657, 1957, 693, 1971)
ecor-footer: ଗ୍ରାହକଙ୍କ ସେବାରେ (299, 2311, 364, 2320)
ecor-sign: ମୁଖ୍ୟ ବାଣିଜ୍ୟ ପ୍ରବନ୍ଧକ (Catg.& PS), ଭୁବନେଶ୍ୱର (193, 944, 366, 954)
